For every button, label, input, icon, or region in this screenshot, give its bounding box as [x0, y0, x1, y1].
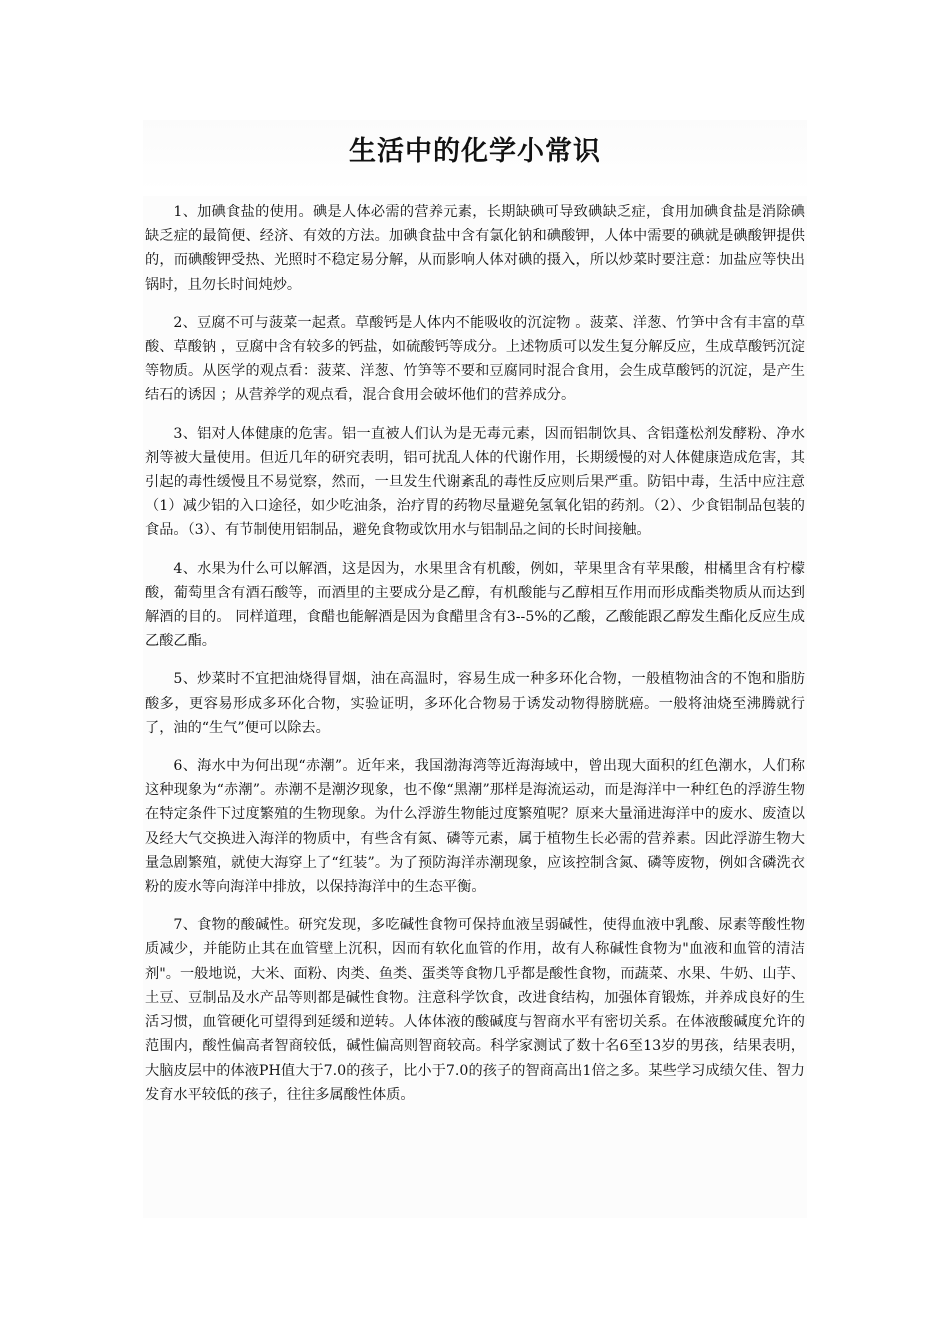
paragraph-iodized-salt: 1、加碘食盐的使用。碘是人体必需的营养元素，长期缺碘可导致碘缺乏症，食用加碘食盐是消除碘缺乏症的最简便、经济、有效的方法。加碘食盐中含有氯化钠和碘酸钾，人体中需要的碘就是碘酸钾提供的，而碘酸钾受热、光照时不稳定易分解，从而影响人体对碘的摄入，所以炒菜时要注意：加盐应等快出锅时，且勿长时间炖炒。	[145, 204, 805, 293]
paragraph-red-tide: 6、海水中为何出现“赤潮”。近年来，我国渤海湾等近海海域中，曾出现大面积的红色潮水，人们称这种现象为“赤潮”。赤潮不是潮汐现象，也不像“黑潮”那样是海流运动，而是海洋中一种红色的浮游生物在特定条件下过度繁殖的生物现象。为什么浮游生物能过度繁殖呢？原来大量涌进海洋中的废水、废渣以及经大气交换进入海洋的物质中，有些含有氮、磷等元素，属于植物生长必需的营养素。因此浮游生物大量急剧繁殖，就使大海穿上了“红装”。为了预防海洋赤潮现象，应该控制含氮、磷等废物，例如含磷洗衣粉的废水等向海洋中排放，以保持海洋中的生态平衡。	[145, 758, 805, 896]
paragraph-tofu-spinach: 2、豆腐不可与菠菜一起煮。草酸钙是人体内不能吸收的沉淀物 。菠菜、洋葱、竹笋中含有丰富的草酸、草酸钠 ，豆腐中含有较多的钙盐，如硫酸钙等成分。上述物质可以发生复分解反应，生成草酸钙沉淀等物质。从医学的观点看：菠菜、洋葱、竹笋等不要和豆腐同时混合食用，会生成草酸钙的沉淀，是产生结石的诱因 ；从营养学的观点看，混合食用会破坏他们的营养成分。	[145, 314, 805, 404]
paragraph-aluminum-hazard: 3、铝对人体健康的危害。铝一直被人们认为是无毒元素，因而铝制饮具、含铝蓬松剂发酵粉、净水剂等被大量使用。但近几年的研究表明，铝可扰乱人体的代谢作用，长期缓慢的对人体健康造成危害，其引起的毒性缓慢且不易觉察，然而，一旦发生代谢紊乱的毒性反应则后果严重。防铝中毒，生活中应注意（1）减少铝的入口途径，如少吃油条，治疗胃的药物尽量避免氢氧化铝的药剂。（2）、少食铝制品包装的食品。（3）、有节制使用铝制品，避免食物或饮用水与铝制品之间的长时间接触。	[145, 425, 805, 539]
document-title: 生活中的化学小常识	[349, 136, 601, 167]
paragraph-cooking-oil: 5、炒菜时不宜把油烧得冒烟，油在高温时，容易生成一种多环化合物，一般植物油含的不饱和脂肪酸多，更容易形成多环化合物，实验证明，多环化合物易于诱发动物得膀胱癌。一般将油烧至沸腾就行了，油的“生气”便可以除去。	[145, 671, 805, 736]
document-body	[143, 196, 807, 1218]
paragraph-food-acidity: 7、食物的酸碱性。研究发现，多吃碱性食物可保持血液呈弱碱性，使得血液中乳酸、尿素等酸性物质减少，并能防止其在血管壁上沉积，因而有软化血管的作用，故有人称碱性食物为"血液和血管的清洁剂"。一般地说，大米、面粉、肉类、鱼类、蛋类等食物几乎都是酸性食物，而蔬菜、水果、牛奶、山芋、土豆、豆制品及水产品等则都是碱性食物。注意科学饮食，改进食结构，加强体育锻炼，并养成良好的生活习惯，血管硬化可望得到延缓和逆转。人体体液的酸碱度与智商水平有密切关系。在体液酸碱度允许的范围内，酸性偏高者智商较低，碱性偏高则智商较高。科学家测试了数十名6至13岁的男孩，结果表明，大脑皮层中的体液PH值大于7.0的孩子，比小于7.0的孩子的智商高出1倍之多。某些学习成绩欠佳、智力发育水平较低的孩子，往往多属酸性体质。	[145, 917, 805, 1103]
paragraph-fruit-hangover: 4、水果为什么可以解酒，这是因为，水果里含有机酸，例如，苹果里含有苹果酸，柑橘里含有柠檬酸，葡萄里含有酒石酸等，而酒里的主要成分是乙醇，有机酸能与乙醇相互作用而形成酯类物质从而达到解酒的目的。 同样道理，食醋也能解酒是因为食醋里含有3--5%的乙酸，乙酸能跟乙醇发生酯化反应生成乙酸乙酯。	[145, 560, 805, 650]
